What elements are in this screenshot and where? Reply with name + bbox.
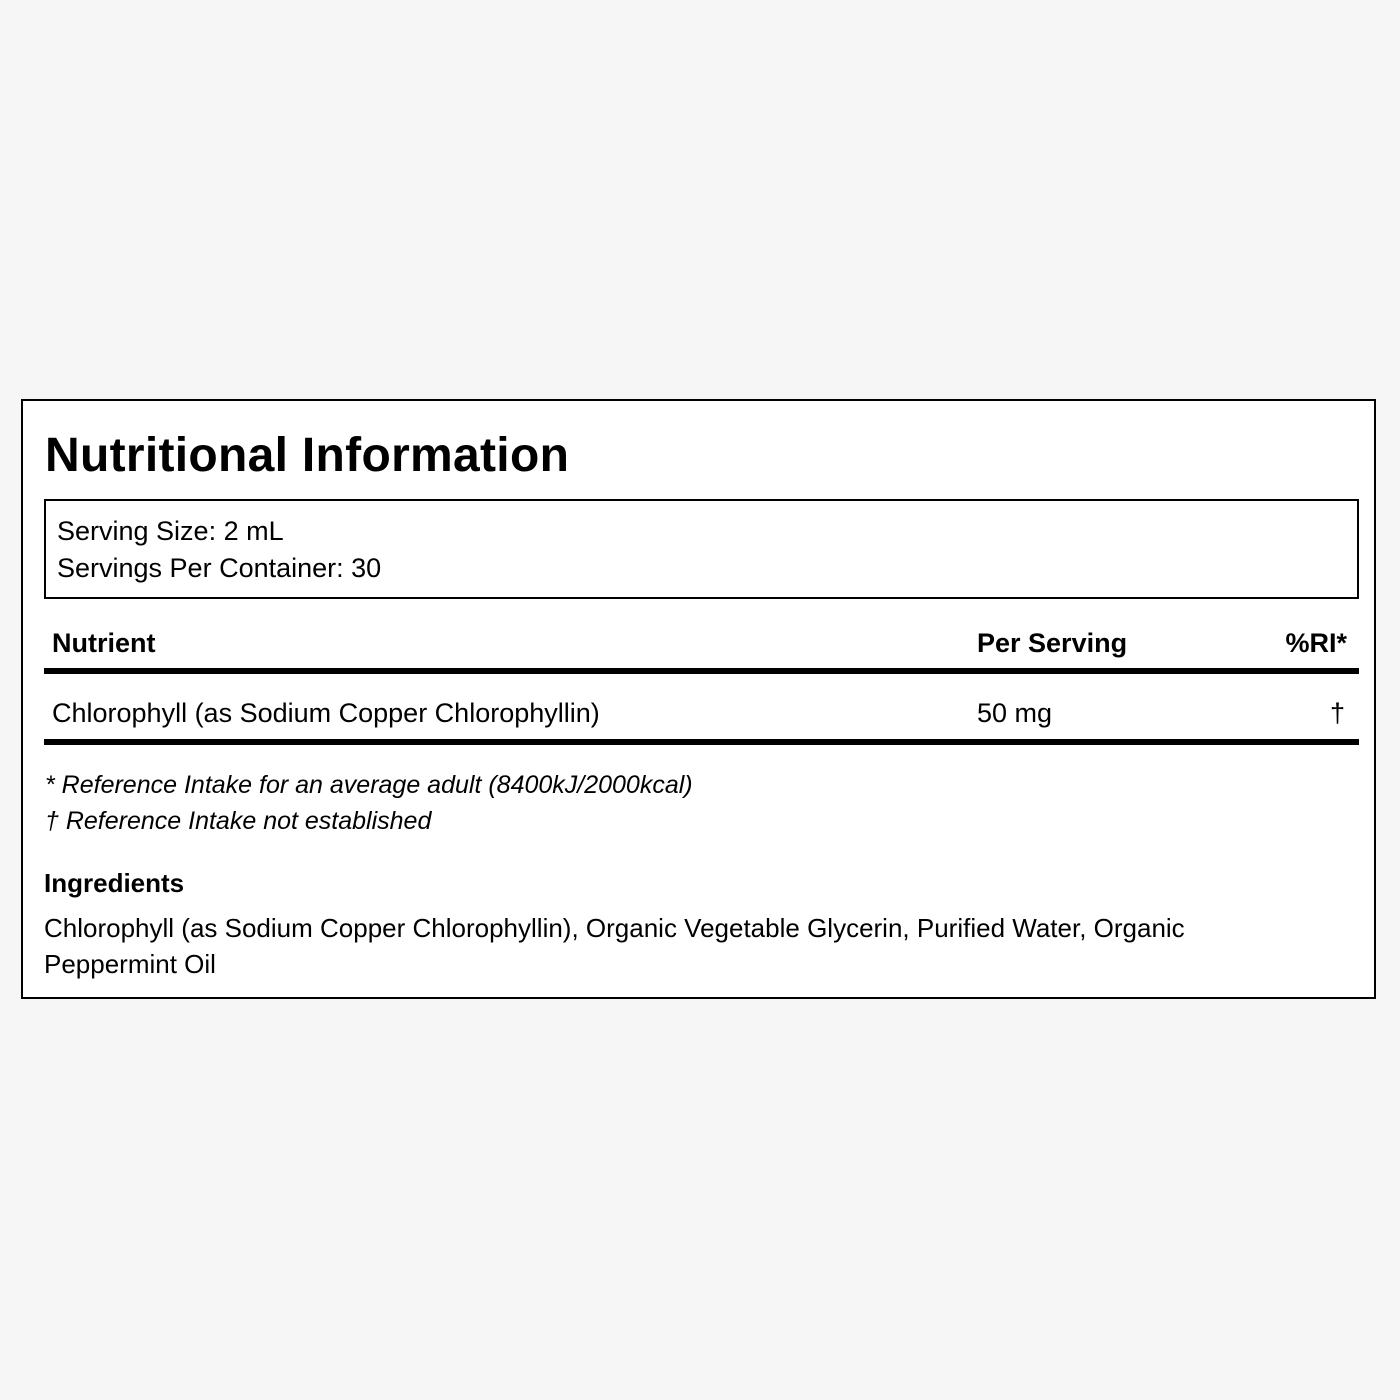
header-per-serving: Per Serving — [977, 628, 1128, 658]
row-per-serving: 50 mg — [977, 698, 1053, 728]
serving-size: Serving Size: 2 mL — [57, 516, 284, 546]
header-nutrient: Nutrient — [52, 628, 156, 658]
footnote-not-established: † Reference Intake not established — [45, 807, 432, 835]
table-bottom-divider — [44, 739, 1359, 745]
ingredients-list: Chlorophyll (as Sodium Copper Chlorophyllin), Organic Vegetable Glycerin, Purified Water, Organic Peppermint Oil — [44, 913, 1185, 979]
servings-per-container: Servings Per Container: 30 — [57, 553, 382, 583]
footnote-reference-intake: * Reference Intake for an average adult (8400kJ/2000kcal) — [45, 771, 693, 799]
header-divider — [44, 668, 1359, 674]
serving-info-box — [44, 499, 1359, 599]
ingredients-heading: Ingredients — [44, 868, 185, 898]
panel-title: Nutritional Information — [45, 429, 570, 482]
row-ri: † — [1329, 698, 1345, 728]
header-ri: %RI* — [1285, 628, 1347, 658]
nutrition-panel — [21, 399, 1376, 999]
row-nutrient-name: Chlorophyll (as Sodium Copper Chlorophyllin) — [52, 698, 600, 728]
